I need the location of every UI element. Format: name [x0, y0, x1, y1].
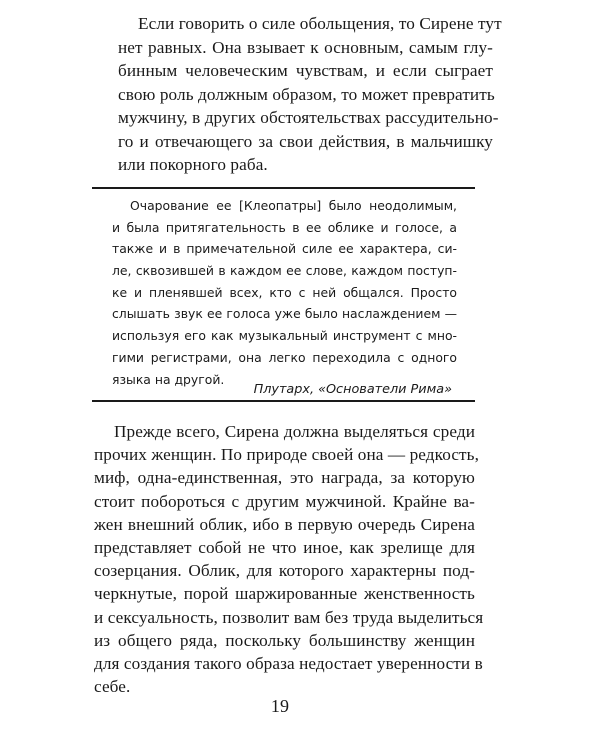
text-line: свою роль должным образом, то может превратить	[118, 84, 495, 104]
quote-line: гими регистрами, она легко переходила с одного	[112, 349, 457, 365]
quote-line: также и в примечательной силе ее характера, си-	[112, 241, 457, 257]
quote-line: слышать звук ее голоса уже было наслаждением —	[112, 306, 457, 322]
text-line: из общего ряда, поскольку большинству женщин	[94, 630, 475, 650]
quote-line: Очарование ее [Клеопатры] было неодолимым,	[130, 198, 457, 213]
text-line: прочих женщин. По природе своей она — редкость,	[94, 445, 479, 465]
text-line: себе.	[94, 677, 131, 697]
body-paragraph-1	[118, 12, 502, 177]
text-line: для создания такого образа недостает уверенности в	[94, 653, 483, 673]
text-line: черкнутые, порой шаржированные женственность	[94, 584, 475, 604]
quote-attribution: Плутарх, «Основатели Рима»	[253, 382, 452, 397]
text-line: стоит побороться с другим мужчиной. Крайне ва-	[94, 491, 475, 511]
text-line: представляет собой не что иное, как зрелище для	[94, 537, 475, 557]
body-paragraph-2	[94, 420, 484, 698]
quote-line: и была притягательность в ее облике и голосе, а	[112, 219, 457, 235]
quote-line: используя его как музыкальный инструмент с мно-	[112, 328, 457, 344]
text-line: Прежде всего, Сирена должна выделяться среди	[114, 422, 475, 441]
text-line: бинным человеческим чувствам, и если сыграет	[118, 61, 493, 80]
epigraph-quote	[112, 195, 457, 390]
quote-line: языка на другой.	[112, 371, 225, 387]
text-line: или покорного раба.	[118, 155, 268, 174]
quote-top-rule	[92, 187, 475, 189]
quote-line: ле, сквозившей в каждом ее слове, каждом поступ-	[112, 263, 457, 279]
text-line: и сексуальность, позволит вам без труда выделиться	[94, 607, 484, 627]
text-line: миф, одна-единственная, это награда, за которую	[94, 468, 475, 488]
text-line: го и отвечающего за свои действия, в мальчишку	[118, 131, 493, 151]
text-line: нет равных. Она взывает к основным, самым глу-	[118, 37, 493, 57]
text-line: жен внешний облик, ибо в первую очередь Сирена	[94, 514, 475, 534]
text-line: созерцания. Облик, для которого характерны под-	[94, 561, 475, 581]
quote-bottom-rule	[92, 400, 475, 402]
quote-line: ке и пленявшей всех, кто с ней общался. Просто	[112, 284, 457, 300]
text-line: мужчину, в других обстоятельствах рассудительно-	[118, 108, 499, 127]
page-number: 19	[270, 696, 290, 716]
text-line: Если говорить о силе обольщения, то Сирене тут	[138, 14, 502, 33]
